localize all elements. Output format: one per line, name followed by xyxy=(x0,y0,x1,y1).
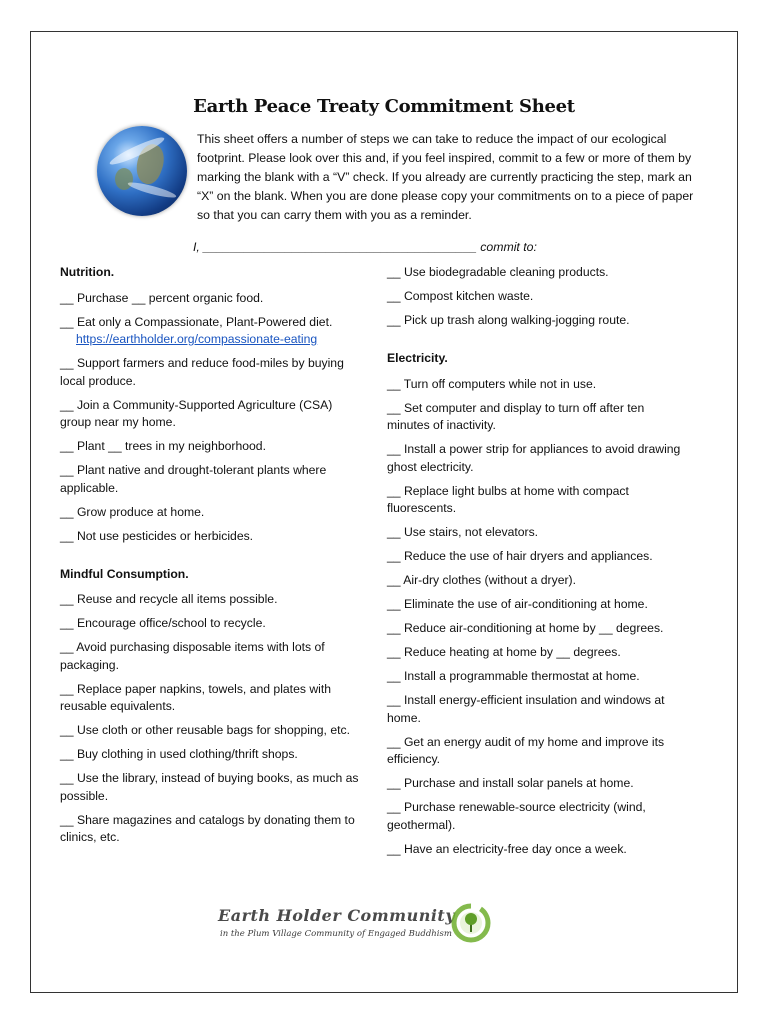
list-item: __ Plant native and drought-tolerant plants where applicable. xyxy=(60,463,327,495)
nutrition-heading: Nutrition. xyxy=(60,265,115,279)
list-item: __ Purchase __ percent organic food. xyxy=(60,290,264,305)
compassionate-eating-link[interactable]: https://earthholder.org/compassionate-eating xyxy=(76,332,318,346)
list-item: __ Install energy-efficient insulation and windows at home. xyxy=(387,693,665,725)
list-item: __ Install a programmable thermostat at home. xyxy=(387,669,640,683)
list-item: __ Reduce heating at home by __ degrees. xyxy=(387,645,621,659)
list-item: __ Reuse and recycle all items possible. xyxy=(60,592,278,606)
list-item: __ Have an electricity-free day once a week. xyxy=(387,841,627,856)
list-item: __ Reduce the use of hair dryers and appliances. xyxy=(387,549,653,563)
list-item: __ Avoid purchasing disposable items with lots of packaging. xyxy=(60,640,325,672)
electricity-heading: Electricity. xyxy=(387,351,448,365)
list-item: __ Purchase and install solar panels at home. xyxy=(387,776,634,790)
list-item: __ Get an energy audit of my home and improve its efficiency. xyxy=(387,734,665,766)
list-item: __ Not use pesticides or herbicides. xyxy=(60,528,254,543)
page-title: Earth Peace Treaty Commitment Sheet xyxy=(193,96,575,117)
intro-paragraph: This sheet offers a number of steps we can take to reduce the impact of our ecological footprint. Please look over this and, if you feel inspired, commit to a few or more of them by marking the blank with a “V” check. If you already are currently practicing the step, mark an “X” on the blank. When you are done please copy your commitments on to a piece of paper so that you can carry them with you as a reminder. xyxy=(197,132,694,222)
list-item: __ Support farmers and reduce food-miles by buying local produce. xyxy=(60,356,344,388)
earth-holder-logo-icon xyxy=(450,902,492,944)
list-item: __ Install a power strip for appliances to avoid drawing ghost electricity. xyxy=(387,442,681,474)
list-item: __ Replace paper napkins, towels, and plates with reusable equivalents. xyxy=(60,681,331,713)
earth-globe-image xyxy=(97,126,187,216)
left-column xyxy=(60,264,360,853)
right-column xyxy=(387,264,687,865)
list-item: __ Purchase renewable-source electricity (wind, geothermal). xyxy=(387,800,646,832)
list-item: __ Join a Community-Supported Agriculture (CSA) group near my home. xyxy=(60,397,333,429)
list-item: __ Use biodegradable cleaning products. xyxy=(387,265,609,279)
list-item xyxy=(60,314,360,349)
footer-tagline: in the Plum Village Community of Engaged Buddhism xyxy=(220,929,452,939)
list-item: __ Share magazines and catalogs by donating them to clinics, etc. xyxy=(60,812,355,844)
list-item: __ Compost kitchen waste. xyxy=(387,289,534,303)
list-item: __ Use the library, instead of buying books, as much as possible. xyxy=(60,771,359,803)
list-item-text: __ Eat only a Compassionate, Plant-Powered diet. xyxy=(60,314,333,329)
list-item: __ Buy clothing in used clothing/thrift shops. xyxy=(60,747,298,761)
list-item: __ Replace light bulbs at home with compact fluorescents. xyxy=(387,483,629,515)
mindful-consumption-heading: Mindful Consumption. xyxy=(60,566,189,581)
list-item: __ Encourage office/school to recycle. xyxy=(60,616,266,630)
list-item: __ Use cloth or other reusable bags for shopping, etc. xyxy=(60,723,350,737)
list-item: __ Plant __ trees in my neighborhood. xyxy=(60,439,266,453)
list-item: __ Reduce air-conditioning at home by __ degrees. xyxy=(387,621,664,635)
commit-line: I, ________________________________________ commit to: xyxy=(193,240,537,254)
list-item: __ Turn off computers while not in use. xyxy=(387,376,597,391)
list-item: __ Pick up trash along walking-jogging route. xyxy=(387,313,630,327)
list-item: __ Set computer and display to turn off after ten minutes of inactivity. xyxy=(387,400,645,432)
list-item: __ Use stairs, not elevators. xyxy=(387,525,539,539)
list-item: __ Air-dry clothes (without a dryer). xyxy=(387,573,576,587)
footer-community-name: Earth Holder Community xyxy=(218,906,456,925)
list-item: __ Grow produce at home. xyxy=(60,504,205,519)
list-item: __ Eliminate the use of air-conditioning at home. xyxy=(387,597,648,611)
